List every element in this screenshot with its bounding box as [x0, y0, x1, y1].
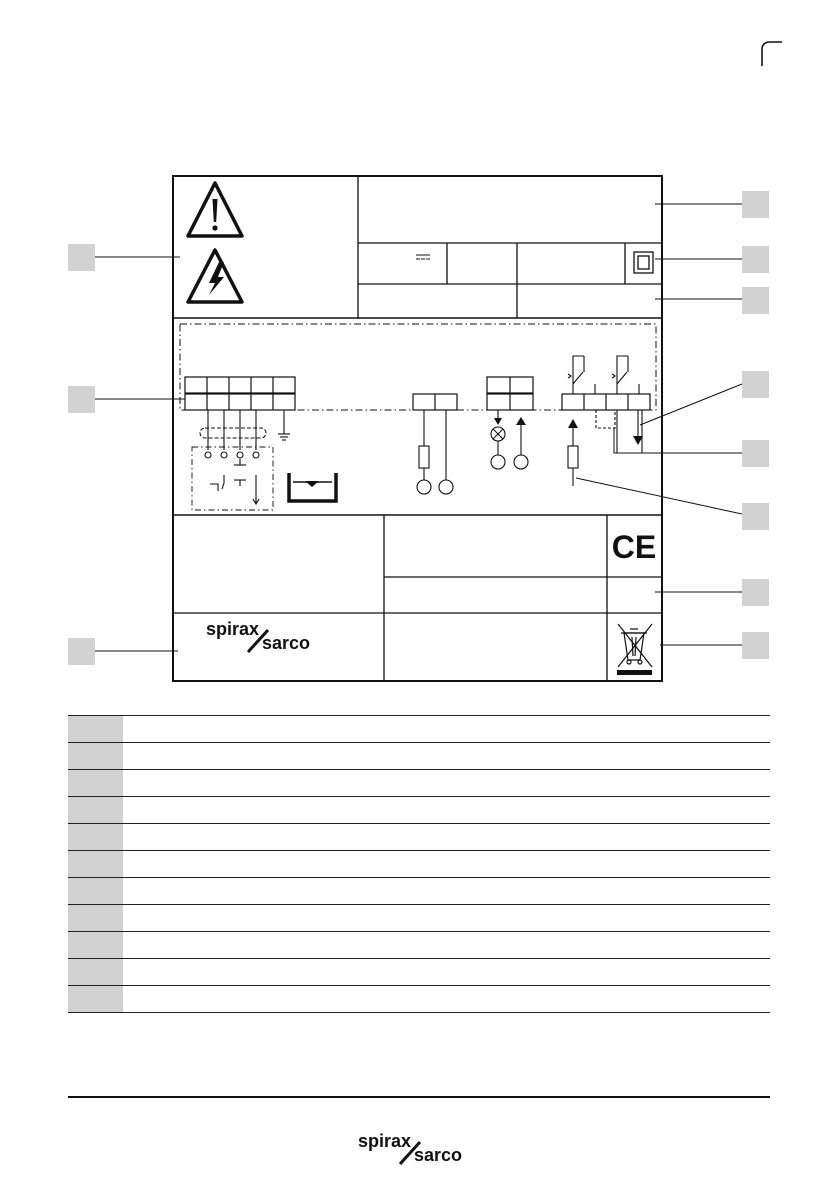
legend-table [68, 715, 770, 1013]
callout-right-4 [742, 371, 769, 398]
table-row [68, 878, 770, 905]
relay-contacts [568, 356, 639, 394]
terminal-block-1 [185, 377, 295, 410]
table-row [68, 932, 770, 959]
svg-text:sarco: sarco [262, 633, 311, 653]
callout-right-2 [742, 246, 769, 273]
table-row [68, 716, 770, 743]
callout-right-7 [742, 579, 769, 606]
terminal-block-2 [413, 394, 457, 410]
ce-mark: CE [611, 529, 657, 565]
callout-right-5 [742, 440, 769, 467]
terminal-block-4 [562, 394, 650, 410]
callout-right-3 [742, 287, 769, 314]
table-row [68, 905, 770, 932]
table-row [68, 797, 770, 824]
level-tank-icon [289, 473, 336, 501]
table-row [68, 851, 770, 878]
supply-wiring [417, 410, 453, 494]
dc-symbol-icon [416, 255, 430, 259]
nameplate-brand-logo [204, 618, 344, 656]
table-row [68, 959, 770, 986]
table-row [68, 770, 770, 797]
relay-output-wiring [568, 410, 642, 486]
svg-text:sarco: sarco [414, 1145, 463, 1165]
callout-left-2 [68, 386, 95, 413]
nameplate-frame [173, 176, 662, 681]
callout-right-1 [742, 191, 769, 218]
electric-hazard-icon [188, 250, 242, 302]
double-insulation-icon [634, 252, 653, 273]
svg-text:spirax: spirax [206, 619, 260, 639]
table-row [68, 743, 770, 770]
table-row [68, 986, 770, 1013]
footer-rule [68, 1096, 770, 1098]
leader-lines [95, 204, 742, 651]
callout-left-3 [68, 638, 95, 665]
svg-text:spirax: spirax [358, 1131, 412, 1151]
footer-brand-logo [356, 1130, 496, 1168]
table-row [68, 824, 770, 851]
warning-triangle-icon [188, 183, 242, 236]
terminal-block-3 [487, 377, 533, 410]
probe-wiring [192, 410, 290, 510]
callout-left-1 [68, 244, 95, 271]
callout-right-6 [742, 503, 769, 530]
weee-bin-icon [618, 624, 652, 667]
callout-right-8 [742, 632, 769, 659]
